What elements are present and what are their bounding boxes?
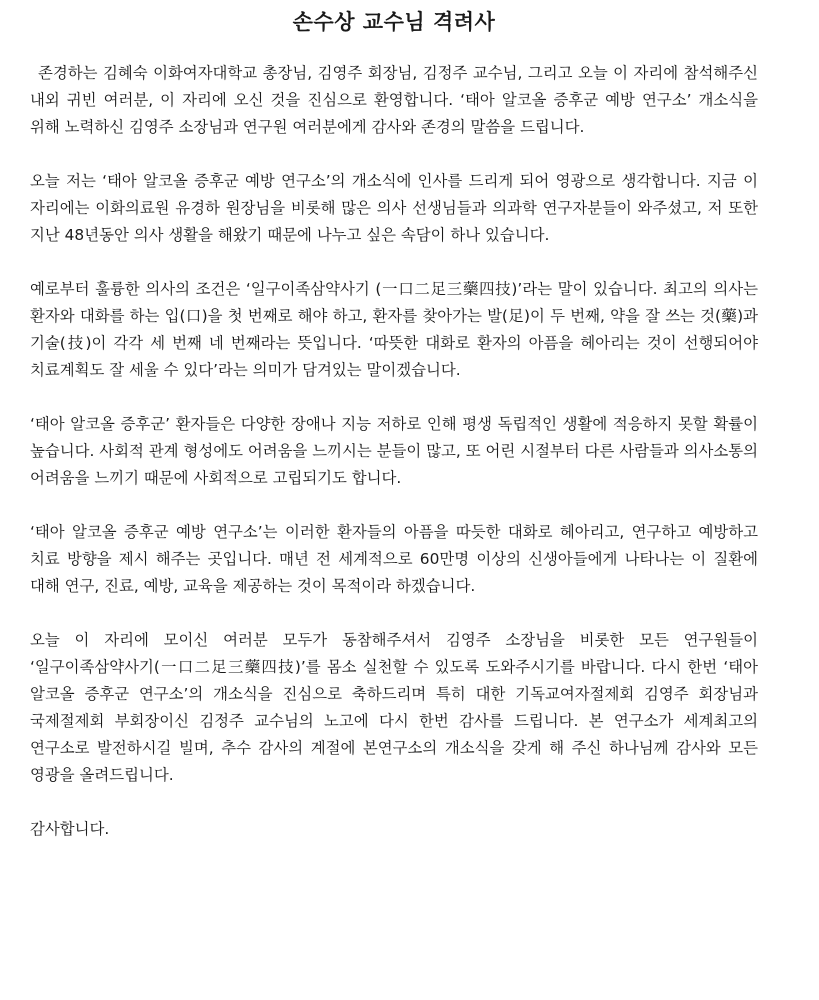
paragraph-4: ‘태아 알코올 증후군’ 환자들은 다양한 장애나 지능 저하로 인해 평생 독립적인 생활에 적응하지 못할 확률이 높습니다. 사회적 관계 형성에도 어려움을 느끼시는 분들이 많고, 또 어린 시절부터 다른 사람들과 의사소통의 어려움을 느끼기 때문에 사회적으로 고립되기도 합니다. (30, 415, 758, 487)
paragraph-5: ‘태아 알코올 증후군 예방 연구소’는 이러한 환자들의 아픔을 따듯한 대화로 헤아리고, 연구하고 예방하고 치료 방향을 제시 해주는 곳입니다. 매년 전 세계적으로 60만명 이상의 신생아들에게 나타나는 이 질환에 대해 연구, 진료, 예방, 교육을 제공하는 것이 목적이라 하겠습니다. (30, 523, 758, 595)
paragraph-3: 예로부터 훌륭한 의사의 조건은 ‘일구이족삼약사기 (一口二足三藥四技)’라는 말이 있습니다. 최고의 의사는 환자와 대화를 하는 입(口)을 첫 번째로 해야 하고, 환자를 찾아가는 발(足)이 두 번째, 약을 잘 쓰는 것(藥)과 기술(技)이 각각 세 번째 네 번째라는 뜻입니다. ‘따뜻한 대화로 환자의 아픔을 헤아리는 것이 선행되어야 치료계획도 잘 세울 수 있다’라는 의미가 담겨있는 말이겠습니다. (30, 280, 758, 379)
closing-line: 감사합니다. (30, 820, 110, 838)
document-body (30, 60, 758, 843)
document-title: 손수상 교수님 격려사 (292, 10, 496, 34)
paragraph-2: 오늘 저는 ‘태아 알코올 증후군 예방 연구소’의 개소식에 인사를 드리게 되어 영광으로 생각합니다. 지금 이 자리에는 이화의료원 유경하 원장님을 비롯해 많은 의사 선생님들과 의과학 연구자분들이 와주셨고, 저 또한 지난 48년동안 의사 생활을 해왔기 때문에 나누고 싶은 속담이 하나 있습니다. (30, 172, 758, 244)
paragraph-1: 존경하는 김혜숙 이화여자대학교 총장님, 김영주 회장님, 김정주 교수님, 그리고 오늘 이 자리에 참석해주신 내외 귀빈 여러분, 이 자리에 오신 것을 진심으로 환영합니다. ‘태아 알코올 증후군 예방 연구소’ 개소식을 위해 노력하신 김영주 소장님과 연구원 여러분에게 감사와 존경의 말씀을 드립니다. (30, 64, 758, 136)
document-page (30, 0, 758, 1000)
paragraph-6: 오늘 이 자리에 모이신 여러분 모두가 동참해주셔서 김영주 소장님을 비롯한 모든 연구원들이 ‘일구이족삼약사기(一口二足三藥四技)’를 몸소 실천할 수 있도록 도와주시기를 바랍니다. 다시 한번 ‘태아 알코올 증후군 연구소’의 개소식을 진심으로 축하드리며 특히 대한 기독교여자절제회 김영주 회장님과 국제절제회 부회장이신 김정주 교수님의 노고에 다시 한번 감사를 드립니다. 본 연구소가 세계최고의 연구소로 발전하시길 빌며, 추수 감사의 계절에 본연구소의 개소식을 갖게 해 주신 하나님께 감사와 모든 영광을 올려드립니다. (30, 631, 758, 784)
